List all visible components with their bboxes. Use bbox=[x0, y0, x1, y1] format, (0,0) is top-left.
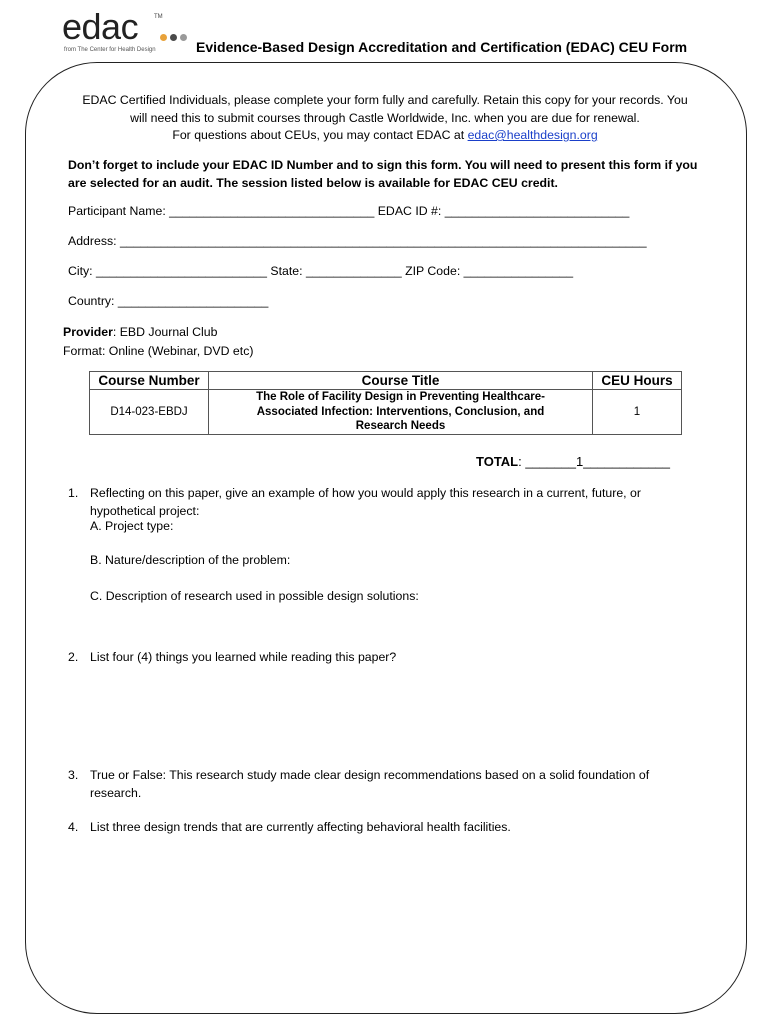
table-row bbox=[90, 390, 682, 435]
participant-name-field[interactable]: Participant Name: ______________________________ EDAC ID #: ___________________________ bbox=[68, 204, 630, 218]
address-field[interactable]: Address: _____________________________________________________________________________ bbox=[68, 234, 647, 248]
country-field[interactable]: Country: ______________________ bbox=[68, 294, 269, 308]
ceu-hours-cell: 1 bbox=[593, 390, 682, 435]
intro-line: will need this to submit courses through Castle Worldwide, Inc. when you are due for renewal. bbox=[130, 110, 640, 125]
question-text: True or False: This research study made clear design recommendations based on a solid foundation of research. bbox=[90, 768, 650, 800]
intro-text bbox=[55, 92, 715, 145]
sub-question: C. Description of research used in possible design solutions: bbox=[90, 589, 419, 603]
sub-question: B. Nature/description of the problem: bbox=[90, 553, 291, 567]
question-item bbox=[68, 819, 688, 837]
column-header: CEU Hours bbox=[593, 372, 682, 390]
provider-label: Provider bbox=[63, 325, 113, 339]
question-number: 2. bbox=[68, 650, 79, 664]
provider-value: : EBD Journal Club bbox=[112, 325, 218, 339]
question-item bbox=[68, 649, 688, 667]
logo-dot bbox=[180, 34, 187, 41]
intro-line bbox=[55, 127, 715, 145]
question-item bbox=[68, 767, 688, 802]
question-number: 1. bbox=[68, 486, 79, 500]
logo-dot bbox=[160, 34, 167, 41]
logo-wordmark: edac bbox=[62, 6, 139, 47]
intro-line: EDAC Certified Individuals, please complete your form fully and carefully. Retain this copy for your records. You bbox=[82, 93, 688, 107]
question-number: 4. bbox=[68, 820, 79, 834]
format-line: Format: Online (Webinar, DVD etc) bbox=[63, 344, 254, 358]
page-title: Evidence-Based Design Accreditation and Certification (EDAC) CEU Form bbox=[196, 39, 688, 55]
question-text: List three design trends that are currently affecting behavioral health facilities. bbox=[90, 820, 511, 834]
logo-tagline: from The Center for Health Design bbox=[64, 47, 156, 53]
question-item bbox=[68, 485, 688, 520]
intro-contact-text: For questions about CEUs, you may contact EDAC at bbox=[172, 128, 468, 142]
sub-question: A. Project type: bbox=[90, 519, 174, 533]
course-number-cell: D14-023-EBDJ bbox=[90, 390, 209, 435]
provider-line bbox=[63, 323, 253, 342]
question-number: 3. bbox=[68, 768, 79, 782]
edac-logo bbox=[62, 6, 190, 56]
city-state-zip-field[interactable]: City: _________________________ State: ______________ ZIP Code: ________________ bbox=[68, 264, 574, 278]
audit-notice: Don’t forget to include your EDAC ID Number and to sign this form. You will need to present this form if you are selected for an audit. The session listed below is available for EDAC CEU credit. bbox=[68, 158, 698, 190]
column-header: Course Number bbox=[90, 372, 209, 390]
question-text: Reflecting on this paper, give an example of how you would apply this research in a current, future, or hypothetical project: bbox=[90, 486, 641, 518]
total-line bbox=[476, 454, 670, 469]
total-label: TOTAL bbox=[476, 454, 519, 469]
course-title-cell: The Role of Facility Design in Preventing Healthcare-Associated Infection: Interventions, Conclusion, and Research Needs bbox=[209, 390, 593, 435]
table-header-row bbox=[90, 372, 682, 390]
logo-dot bbox=[170, 34, 177, 41]
logo-trademark: TM bbox=[154, 14, 163, 20]
course-table bbox=[89, 371, 682, 435]
total-value: : _______1____________ bbox=[518, 454, 670, 469]
column-header: Course Title bbox=[209, 372, 593, 390]
email-link[interactable]: edac@healthdesign.org bbox=[467, 128, 598, 142]
question-text: List four (4) things you learned while reading this paper? bbox=[90, 650, 397, 664]
provider-info bbox=[63, 323, 253, 361]
logo-dots-icon bbox=[160, 34, 187, 41]
